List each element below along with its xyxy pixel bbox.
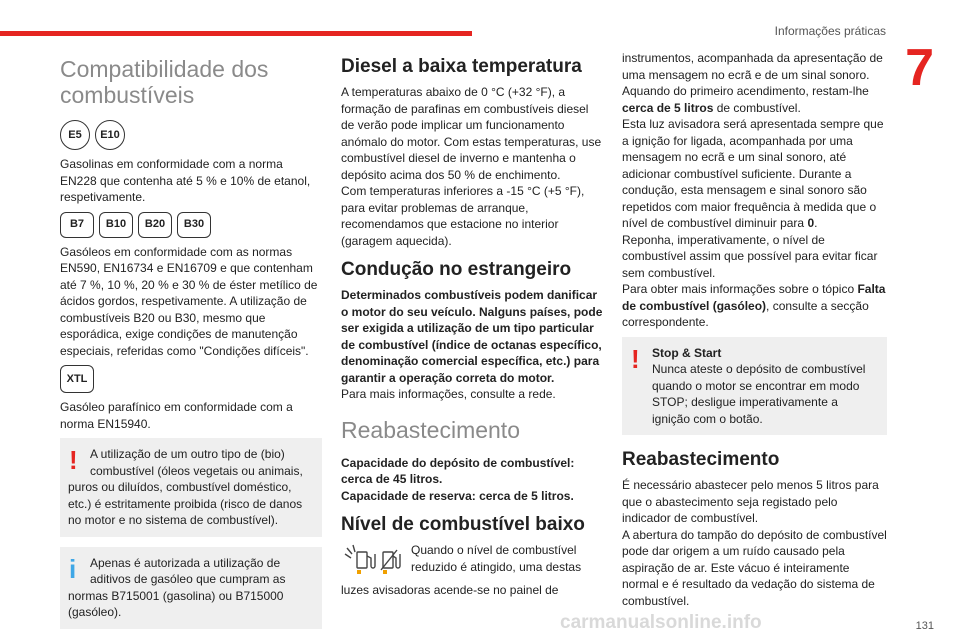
first-light-post: de combustível.: [716, 100, 801, 115]
chapter-number: 7: [905, 39, 934, 97]
low-temp-heading: Diesel a baixa temperatura: [341, 56, 582, 77]
info-text-first: Apenas é autorizada a utilização de aditivos de gasóleo que cumpram as: [90, 555, 286, 586]
info-text-rest: normas B715001 (gasolina) ou B715000 (gasóleo).: [68, 588, 284, 619]
column-1: [60, 50, 322, 639]
abroad-heading: Condução no estrangeiro: [341, 259, 572, 280]
column-3: [622, 50, 887, 615]
more-info-bold: Falta de combustível (gasóleo): [622, 282, 886, 313]
warning-text-first: A utilização de um outro tipo de (bio) combustível (óleos vegetais ou animais,: [90, 447, 303, 478]
warning-box: [60, 438, 322, 537]
refuel-heading-bold: Reabastecimento: [622, 449, 780, 470]
first-light-text: [622, 83, 887, 116]
refill-text: Reponha, imperativamente, o nível de combustível assim que possível para evitar ficar sem combustível.: [622, 232, 878, 280]
b10-badge-icon: B10: [99, 212, 133, 238]
first-light-bold: cerca de 5 litros: [622, 100, 714, 115]
more-info-text: [622, 281, 887, 331]
diesel-text: Gasóleos em conformidade com as normas EN590, EN16734 e EN16709 e que contenham até 7 %, 10 %, 20 % e 30 % de éster metílico de ácidos gordos, respetivamente. A utilização de combustíveis B20 ou B30, mesmo que esporádica, exige condições de manutenção especiais, referidas como "Condições difíceis".: [60, 244, 318, 358]
watermark: carmanualsonline.info: [560, 612, 762, 633]
warning-light-pre: Esta luz avisadora será apresentada sempre que a ignição for ligada, acompanhada por uma mensagem no ecrã e um sinal sonoro, até adicionar combustível suficiente. Durante a condução, esta mensagem e sinal sonoro são repetidos com maior frequência à medida que o nível de combustível diminuir para: [622, 117, 884, 230]
column-2: [341, 50, 603, 605]
e5-badge-icon: E5: [60, 120, 90, 150]
header-red-line: [0, 31, 472, 36]
instruments-text: instrumentos, acompanhada da apresentação de uma mensagem no ecrã e de um sinal sonoro.: [622, 51, 883, 82]
more-info-pre: Para obter mais informações sobre o tópico: [622, 282, 855, 296]
xtl-badge-icon: XTL: [60, 365, 94, 393]
refuel-heading-light: Reabastecimento: [341, 416, 520, 443]
section-title: Informações práticas: [774, 24, 886, 38]
abroad-bold-text: Determinados combustíveis podem danificar o motor do seu veículo. Nalguns países, pode ser exigida a utilização de um tipo particular de combustível (índice de octanas específico, denominação comercial específica, etc.) para garantir a operação correta do motor.: [341, 288, 603, 385]
tank-capacity-text: Capacidade do depósito de combustível: cerca de 45 litros.: [341, 455, 575, 486]
xtl-badges: [60, 365, 322, 393]
warning-exclamation-icon: !: [69, 445, 78, 475]
first-light-pre: Aquando do primeiro acendimento, restam-lhe: [622, 84, 869, 98]
low-fuel-intro-text: Quando o nível de combustível reduzido é atingido, uma destas: [411, 543, 582, 574]
low-fuel-heading: Nível de combustível baixo: [341, 514, 585, 535]
gasoline-badges: [60, 120, 322, 150]
page-header: [0, 0, 960, 40]
diesel-badges: [60, 212, 322, 238]
stop-start-warning-icon: !: [631, 343, 640, 374]
low-fuel-continued-text: luzes avisadoras acende-se no painel de: [341, 583, 559, 597]
warning-text-rest: puros ou diluídos, combustível doméstico, etc.) é estritamente proibida (risco de danos no motor e no sistema de combustível).: [68, 480, 303, 527]
page-number: 131: [915, 620, 934, 632]
warning-light-text: [622, 116, 887, 232]
stop-start-title: Stop & Start: [652, 345, 722, 360]
low-fuel-warning-lights-icon: [341, 542, 405, 578]
low-fuel-row: [341, 542, 603, 582]
b30-badge-icon: B30: [177, 212, 211, 238]
more-info-post: , consulte a secção correspondente.: [622, 298, 869, 329]
info-icon: i: [69, 553, 77, 584]
low-temp-text-2: Com temperaturas inferiores a -15 °C (+5 °F), para evitar problemas de arranque, recomendamos que estacione no interior (garagem aquecida).: [341, 184, 585, 248]
low-temp-text: A temperaturas abaixo de 0 °C (+32 °F), a formação de parafinas em combustíveis diesel de verão pode implicar um funcionamento anómalo do motor. Com estas temperaturas, use combustível diesel de inverno e mantenha o depósito acima dos 50 % de enchimento.: [341, 85, 602, 182]
xtl-text: Gasóleo parafínico em conformidade com a norma EN15940.: [60, 400, 293, 431]
warning-light-post: .: [814, 216, 818, 230]
e10-badge-icon: E10: [95, 120, 125, 150]
stop-start-text: Nunca ateste o depósito de combustível quando o motor se encontrar em modo STOP; desligue imperativamente a ignição com o botão.: [652, 362, 866, 426]
stop-start-box: [622, 337, 887, 436]
fuel-compat-title: Compatibilidade dos combustíveis: [60, 56, 269, 108]
b20-badge-icon: B20: [138, 212, 172, 238]
gasoline-text: Gasolinas em conformidade com a norma EN228 que contenha até 5 % e 10% de etanol, respetivamente.: [60, 157, 311, 204]
reserve-capacity-text: Capacidade de reserva: cerca de 5 litros.: [341, 488, 574, 503]
refuel-text-1: É necessário abastecer pelo menos 5 litros para que o abastecimento seja registado pelo indicador de combustível.: [622, 478, 879, 525]
b7-badge-icon: B7: [60, 212, 94, 238]
info-box: [60, 547, 322, 629]
warning-light-bold: 0: [807, 216, 815, 230]
abroad-text: Para mais informações, consulte a rede.: [341, 387, 556, 401]
refuel-text-2: A abertura do tampão do depósito de combustível pode dar origem a um ruído causado pela aspiração de ar. Este vácuo é inteiramente normal e é resultado da vedação do sistema de combustível.: [622, 527, 887, 608]
